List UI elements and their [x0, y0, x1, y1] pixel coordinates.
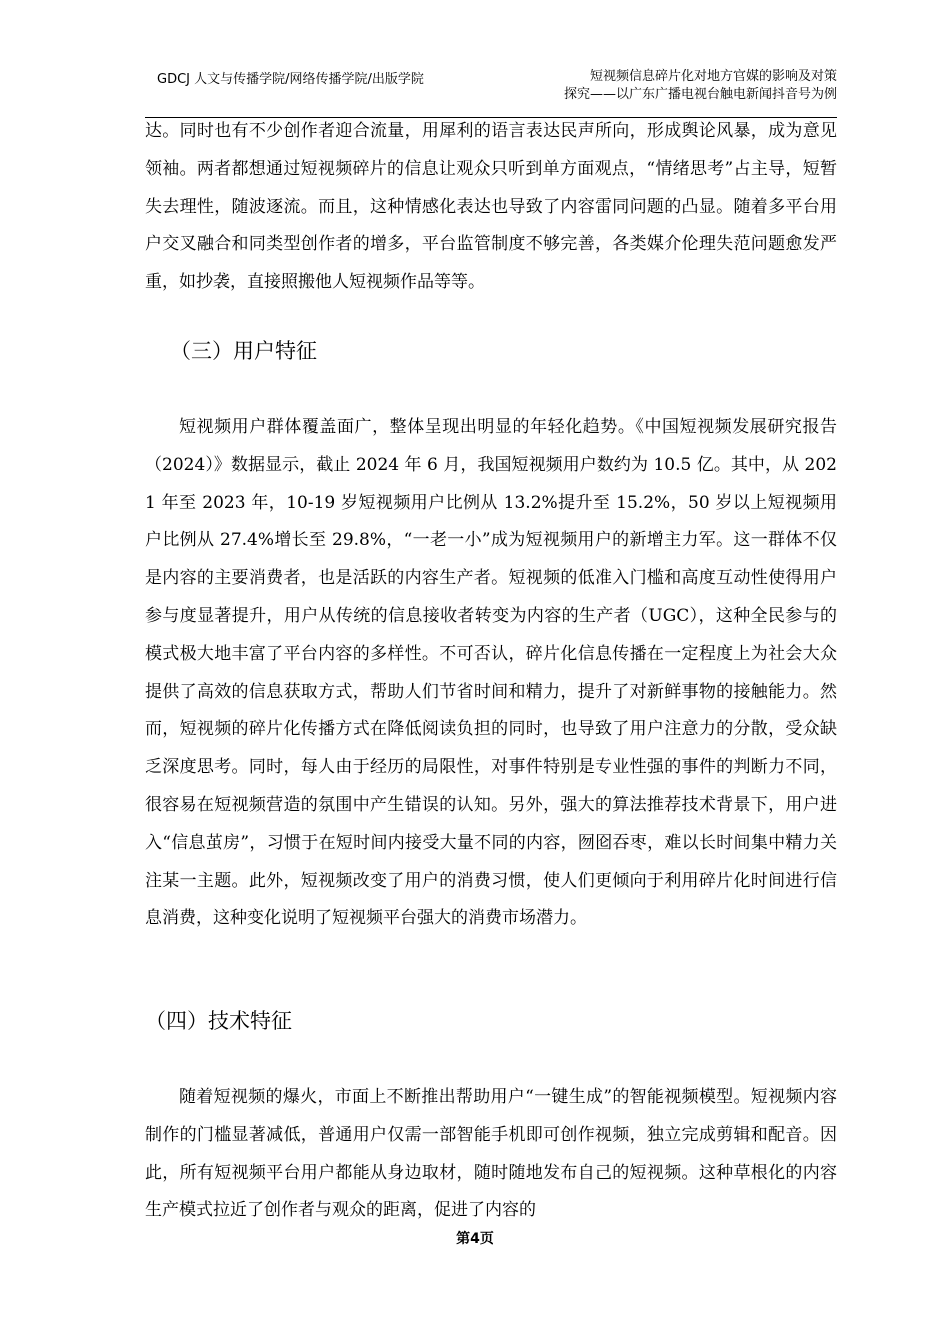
section-4-paragraph: 随着短视频的爆火，市面上不断推出帮助用户“一键生成”的智能视频模型。短视频内容制作的门槛显著减低，普通用户仅需一部智能手机即可创作视频，独立完成剪辑和配音。因此，所有短视频平台用户都能从身边取材，随时随地发布自己的短视频。这种草根化的内容生产模式拉近了创作者与观众的距离，促进了内容的 [145, 1087, 837, 1221]
header-title-line-2: 探究——以广东广播电视台触电新闻抖音号为例 [563, 87, 837, 102]
header-paper-title [564, 68, 837, 104]
continued-paragraph: 达。同时也有不少创作者迎合流量，用犀利的语言表达民声所向，形成舆论风暴，成为意见领袖。两者都想通过短视频碎片的信息让观众只听到单方面观点，“情绪思考”占主导，短暂失去理性，随波逐流。而且，这种情感化表达也导致了内容雷同问题的凸显。随着多平台用户交叉融合和同类型创作者的增多，平台监管制度不够完善，各类媒介伦理失范问题愈发严重，如抄袭，直接照搬他人短视频作品等等。 [145, 121, 837, 293]
section-3-paragraph: 短视频用户群体覆盖面广，整体呈现出明显的年轻化趋势。《中国短视频发展研究报告（2024）》数据显示，截止 2024 年 6 月，我国短视频用户数约为 10.5 亿。其中，从 2021 年至 2023 年，10-19 岁短视频用户比例从 13.2%提升至 15.2%，50 岁以上短视频用户比例从 27.4%增长至 29.8%，“一老一小”成为短视频用户的新增主力军。这一群体不仅是内容的主要消费者，也是活跃的内容生产者。短视频的低准入门槛和高度互动性使得用户参与度显著提升，用户从传统的信息接收者转变为内容的生产者（UGC），这种全民参与的模式极大地丰富了平台内容的多样性。不可否认，碎片化信息传播在一定程度上为社会大众提供了高效的信息获取方式，帮助人们节省时间和精力，提升了对新鲜事物的接触能力。然而，短视频的碎片化传播方式在降低阅读负担的同时，也导致了用户注意力的分散，受众缺乏深度思考。同时，每人由于经历的局限性，对事件特别是专业性强的事件的判断力不同，很容易在短视频营造的氛围中产生错误的认知。另外，强大的算法推荐技术背景下，用户进入“信息茧房”，习惯于在短时间内接受大量不同的内容，囫囵吞枣，难以长时间集中精力关注某一主题。此外，短视频改变了用户的消费习惯，使人们更倾向于利用碎片化时间进行信息消费，这种变化说明了短视频平台强大的消费市场潜力。 [145, 417, 837, 929]
header-institution: GDCJ 人文与传播学院/网络传播学院/出版学院 [157, 72, 424, 87]
header-title-line-1: 短视频信息碎片化对地方官媒的影响及对策 [589, 69, 837, 84]
page-header [145, 66, 837, 118]
section-3-heading: （三）用户特征 [170, 339, 317, 363]
section-4-heading: （四）技术特征 [145, 1009, 292, 1033]
page-number: 第4页 [456, 1231, 494, 1247]
